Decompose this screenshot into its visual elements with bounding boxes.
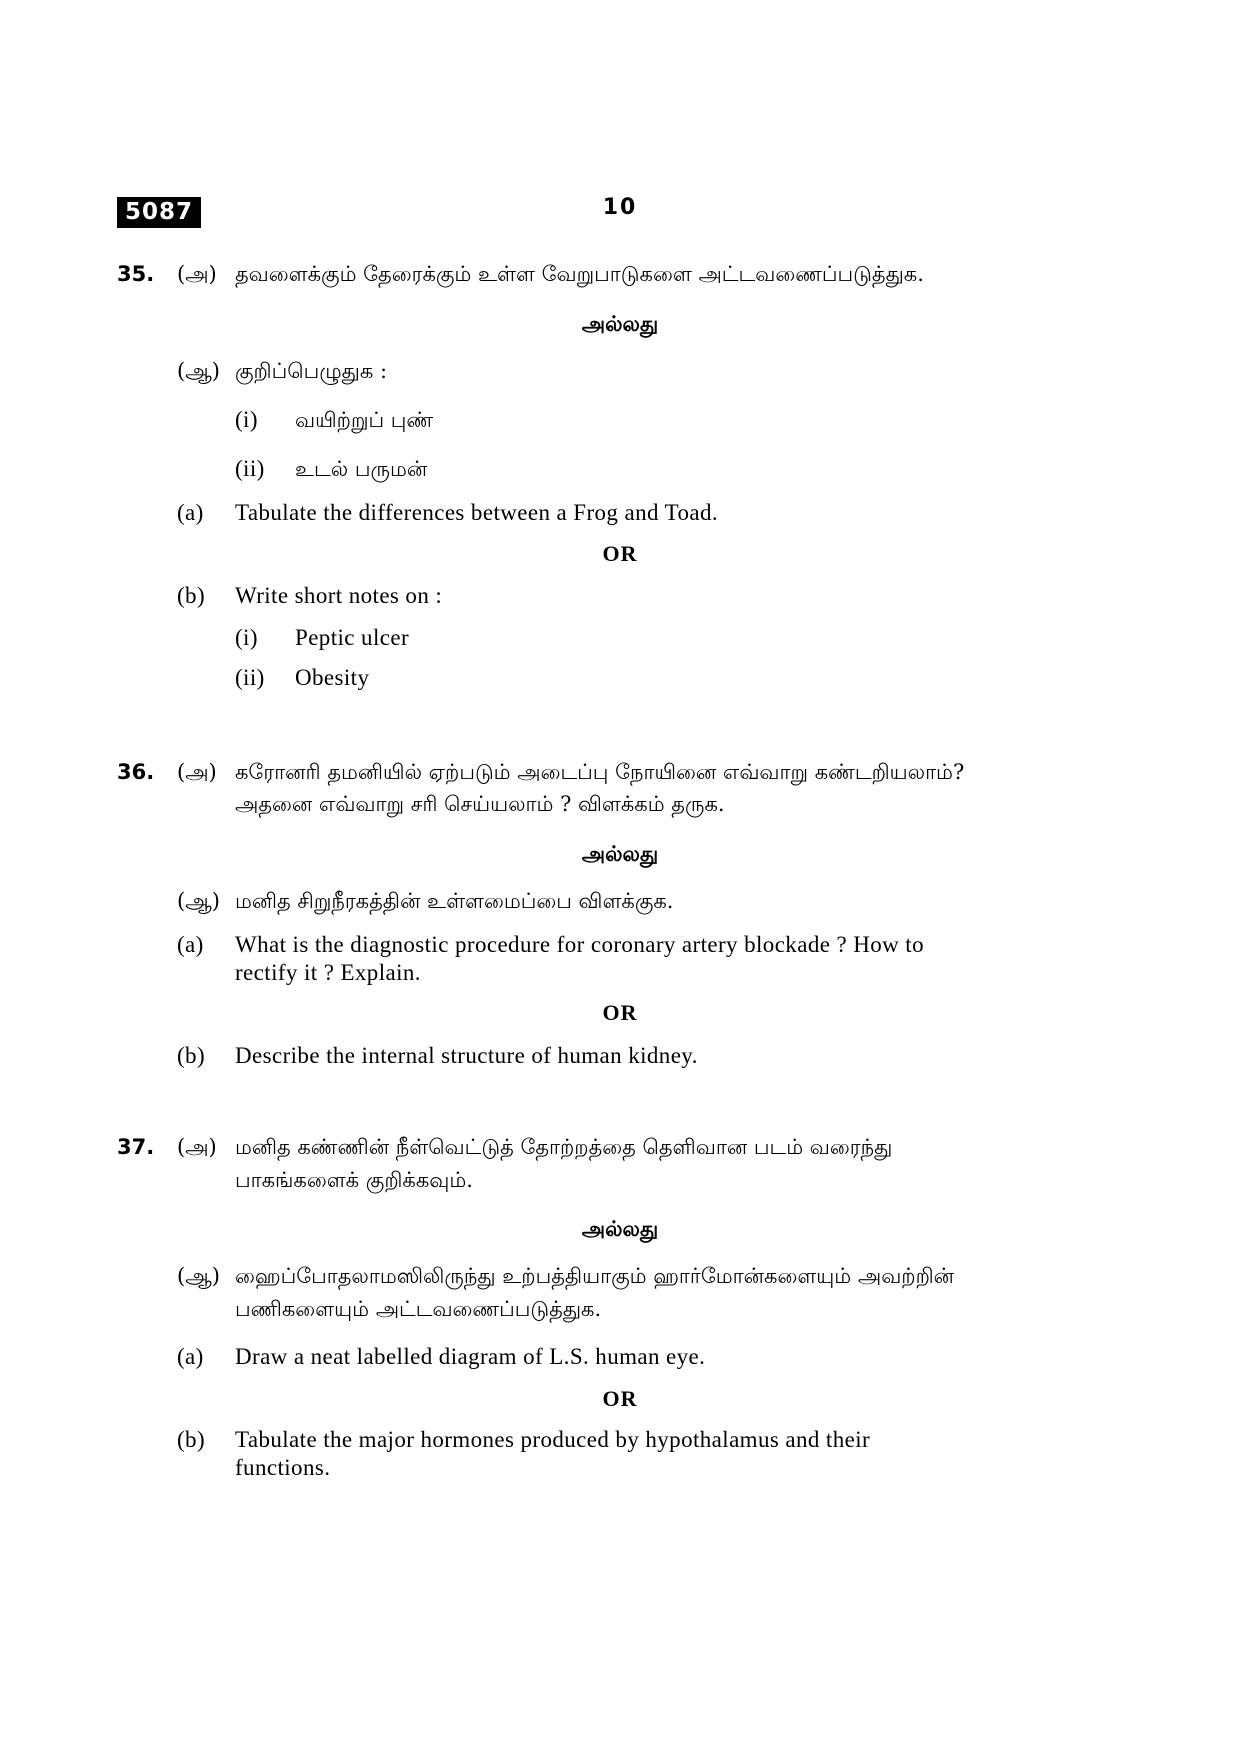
q35-b-en-ii-marker: (ii) [235,665,265,690]
q35-b-ta-i-marker: (i) [235,407,258,432]
q37-or-ta: அல்லது [581,1217,659,1241]
q35-or-ta: அல்லது [581,312,659,336]
q36-b-en-text: Describe the internal structure of human kidney. [235,1043,698,1068]
q37-b-ta-line2: பணிகளையும் அட்டவணைப்படுத்துக. [235,1297,602,1321]
page-number: 10 [602,195,638,220]
q35-a-ta-marker: (அ) [177,262,217,286]
question-number-35: 35. [117,262,155,286]
q35-b-en-text: Write short notes on : [235,583,443,608]
q37-b-en-line1: Tabulate the major hormones produced by hypothalamus and their [235,1427,871,1452]
q36-b-ta-text: மனித சிறுநீரகத்தின் உள்ளமைப்பை விளக்குக. [235,889,674,913]
q36-a-en-line1: What is the diagnostic procedure for coronary artery blockade ? How to [235,932,924,957]
q35-b-ta-marker: (ஆ) [177,359,220,383]
q36-or-en: OR [602,1000,638,1025]
q35-b-en-marker: (b) [177,583,206,608]
q36-a-ta-marker: (அ) [177,760,217,784]
q37-a-en-marker: (a) [177,1344,204,1369]
q36-b-ta-marker: (ஆ) [177,889,220,913]
q35-a-en-text: Tabulate the differences between a Frog and Toad. [235,500,719,525]
q36-b-en-marker: (b) [177,1043,206,1068]
q35-b-ta-text: குறிப்பெழுதுக : [235,359,388,383]
q36-or-ta: அல்லது [581,842,659,866]
q35-b-en-i-text: Peptic ulcer [295,625,410,650]
q35-b-ta-ii-text: உடல் பருமன் [295,457,428,481]
q35-b-ta-i-text: வயிற்றுப் புண் [295,408,434,432]
q37-b-en-line2: functions. [235,1455,331,1480]
q37-b-ta-marker: (ஆ) [177,1264,220,1288]
q36-a-ta-line1: கரோனரி தமனியில் ஏற்படும் அடைப்பு நோயினை எவ்வாறு கண்டறியலாம்? [235,760,965,784]
question-number-37: 37. [117,1135,155,1159]
q37-b-ta-line1: ஹைப்போதலாமஸிலிருந்து உற்பத்தியாகும் ஹார்மோன்களையும் அவற்றின் [235,1264,955,1288]
q37-a-en-text: Draw a neat labelled diagram of L.S. human eye. [235,1344,706,1369]
q36-a-en-marker: (a) [177,932,204,957]
q35-b-en-i-marker: (i) [235,625,258,650]
question-number-36: 36. [117,760,155,784]
q37-or-en: OR [602,1386,638,1411]
q35-b-en-ii-text: Obesity [295,665,370,690]
q35-b-ta-ii-marker: (ii) [235,456,265,481]
q37-a-ta-marker: (அ) [177,1135,217,1159]
q37-a-ta-line2: பாகங்களைக் குறிக்கவும். [235,1168,473,1192]
q37-a-ta-line1: மனித கண்ணின் நீள்வெட்டுத் தோற்றத்தை தெளிவான படம் வரைந்து [235,1135,893,1159]
q37-b-en-marker: (b) [177,1427,206,1452]
q36-a-ta-line2: அதனை எவ்வாறு சரி செய்யலாம் ? விளக்கம் தருக. [235,792,725,816]
paper-code-badge: 5087 [117,197,201,228]
q35-or-en: OR [602,541,638,566]
q36-a-en-line2: rectify it ? Explain. [235,960,421,985]
q35-a-en-marker: (a) [177,500,204,525]
q35-a-ta-text: தவளைக்கும் தேரைக்கும் உள்ள வேறுபாடுகளை அட்டவணைப்படுத்துக. [235,262,924,286]
